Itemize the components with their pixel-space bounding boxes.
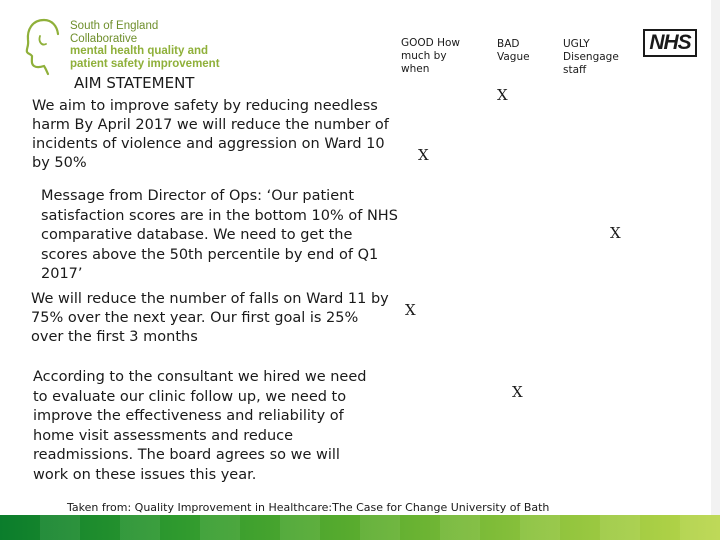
mark-paragraph-3-good: X [405, 301, 416, 319]
aim-paragraph-4: According to the consultant we hired we need to evaluate our clinic follow up, we need to improve the effectiveness and reliability of home visit assessments and reduce readmissions. The board agrees so we will work on these issues this year. [33, 369, 367, 483]
mark-paragraph-4-bad: X [512, 383, 523, 401]
right-edge-strip [711, 0, 720, 520]
mark-paragraph-1-good: X [418, 146, 429, 164]
column-good-heading: GOOD How much by when [401, 37, 460, 75]
logo-line-2: mental health quality and [70, 45, 209, 57]
aim-paragraph-1: We aim to improve safety by reducing needless harm By April 2017 we will reduce the number of incidents of violence and aggression on Ward 10 by 50% [32, 98, 389, 171]
column-bad-heading: BAD Vague [497, 38, 530, 63]
logo-line-3: patient safety improvement [70, 57, 220, 70]
column-ugly-heading: UGLY Disengage staff [563, 38, 619, 76]
source-caption: Taken from: Quality Improvement in Healthcare:The Case for Change University of Bath [67, 501, 550, 514]
mark-paragraph-1-bad: X [497, 86, 508, 104]
footer-bar-shading [0, 515, 720, 540]
mark-paragraph-2-ugly: X [610, 224, 621, 242]
nhs-logo-text: NHS [649, 31, 691, 54]
collaborative-logo [22, 16, 222, 78]
head-profile-icon [22, 16, 66, 76]
aim-paragraph-2: Message from Director of Ops: ‘Our patient satisfaction scores are in the bottom 10% of NHS comparative database. We need to get the scores above the 50th percentile by end of Q1 2017’ [41, 188, 398, 282]
footer-bar [0, 515, 720, 540]
nhs-logo [643, 29, 697, 57]
logo-line-1: South of England Collaborative [70, 20, 159, 45]
logo-text [70, 20, 222, 70]
aim-paragraph-3: We will reduce the number of falls on Ward 11 by 75% over the next year. Our first goal is 25% over the first 3 months [31, 291, 389, 345]
aim-statement-title: AIM STATEMENT [74, 74, 195, 92]
